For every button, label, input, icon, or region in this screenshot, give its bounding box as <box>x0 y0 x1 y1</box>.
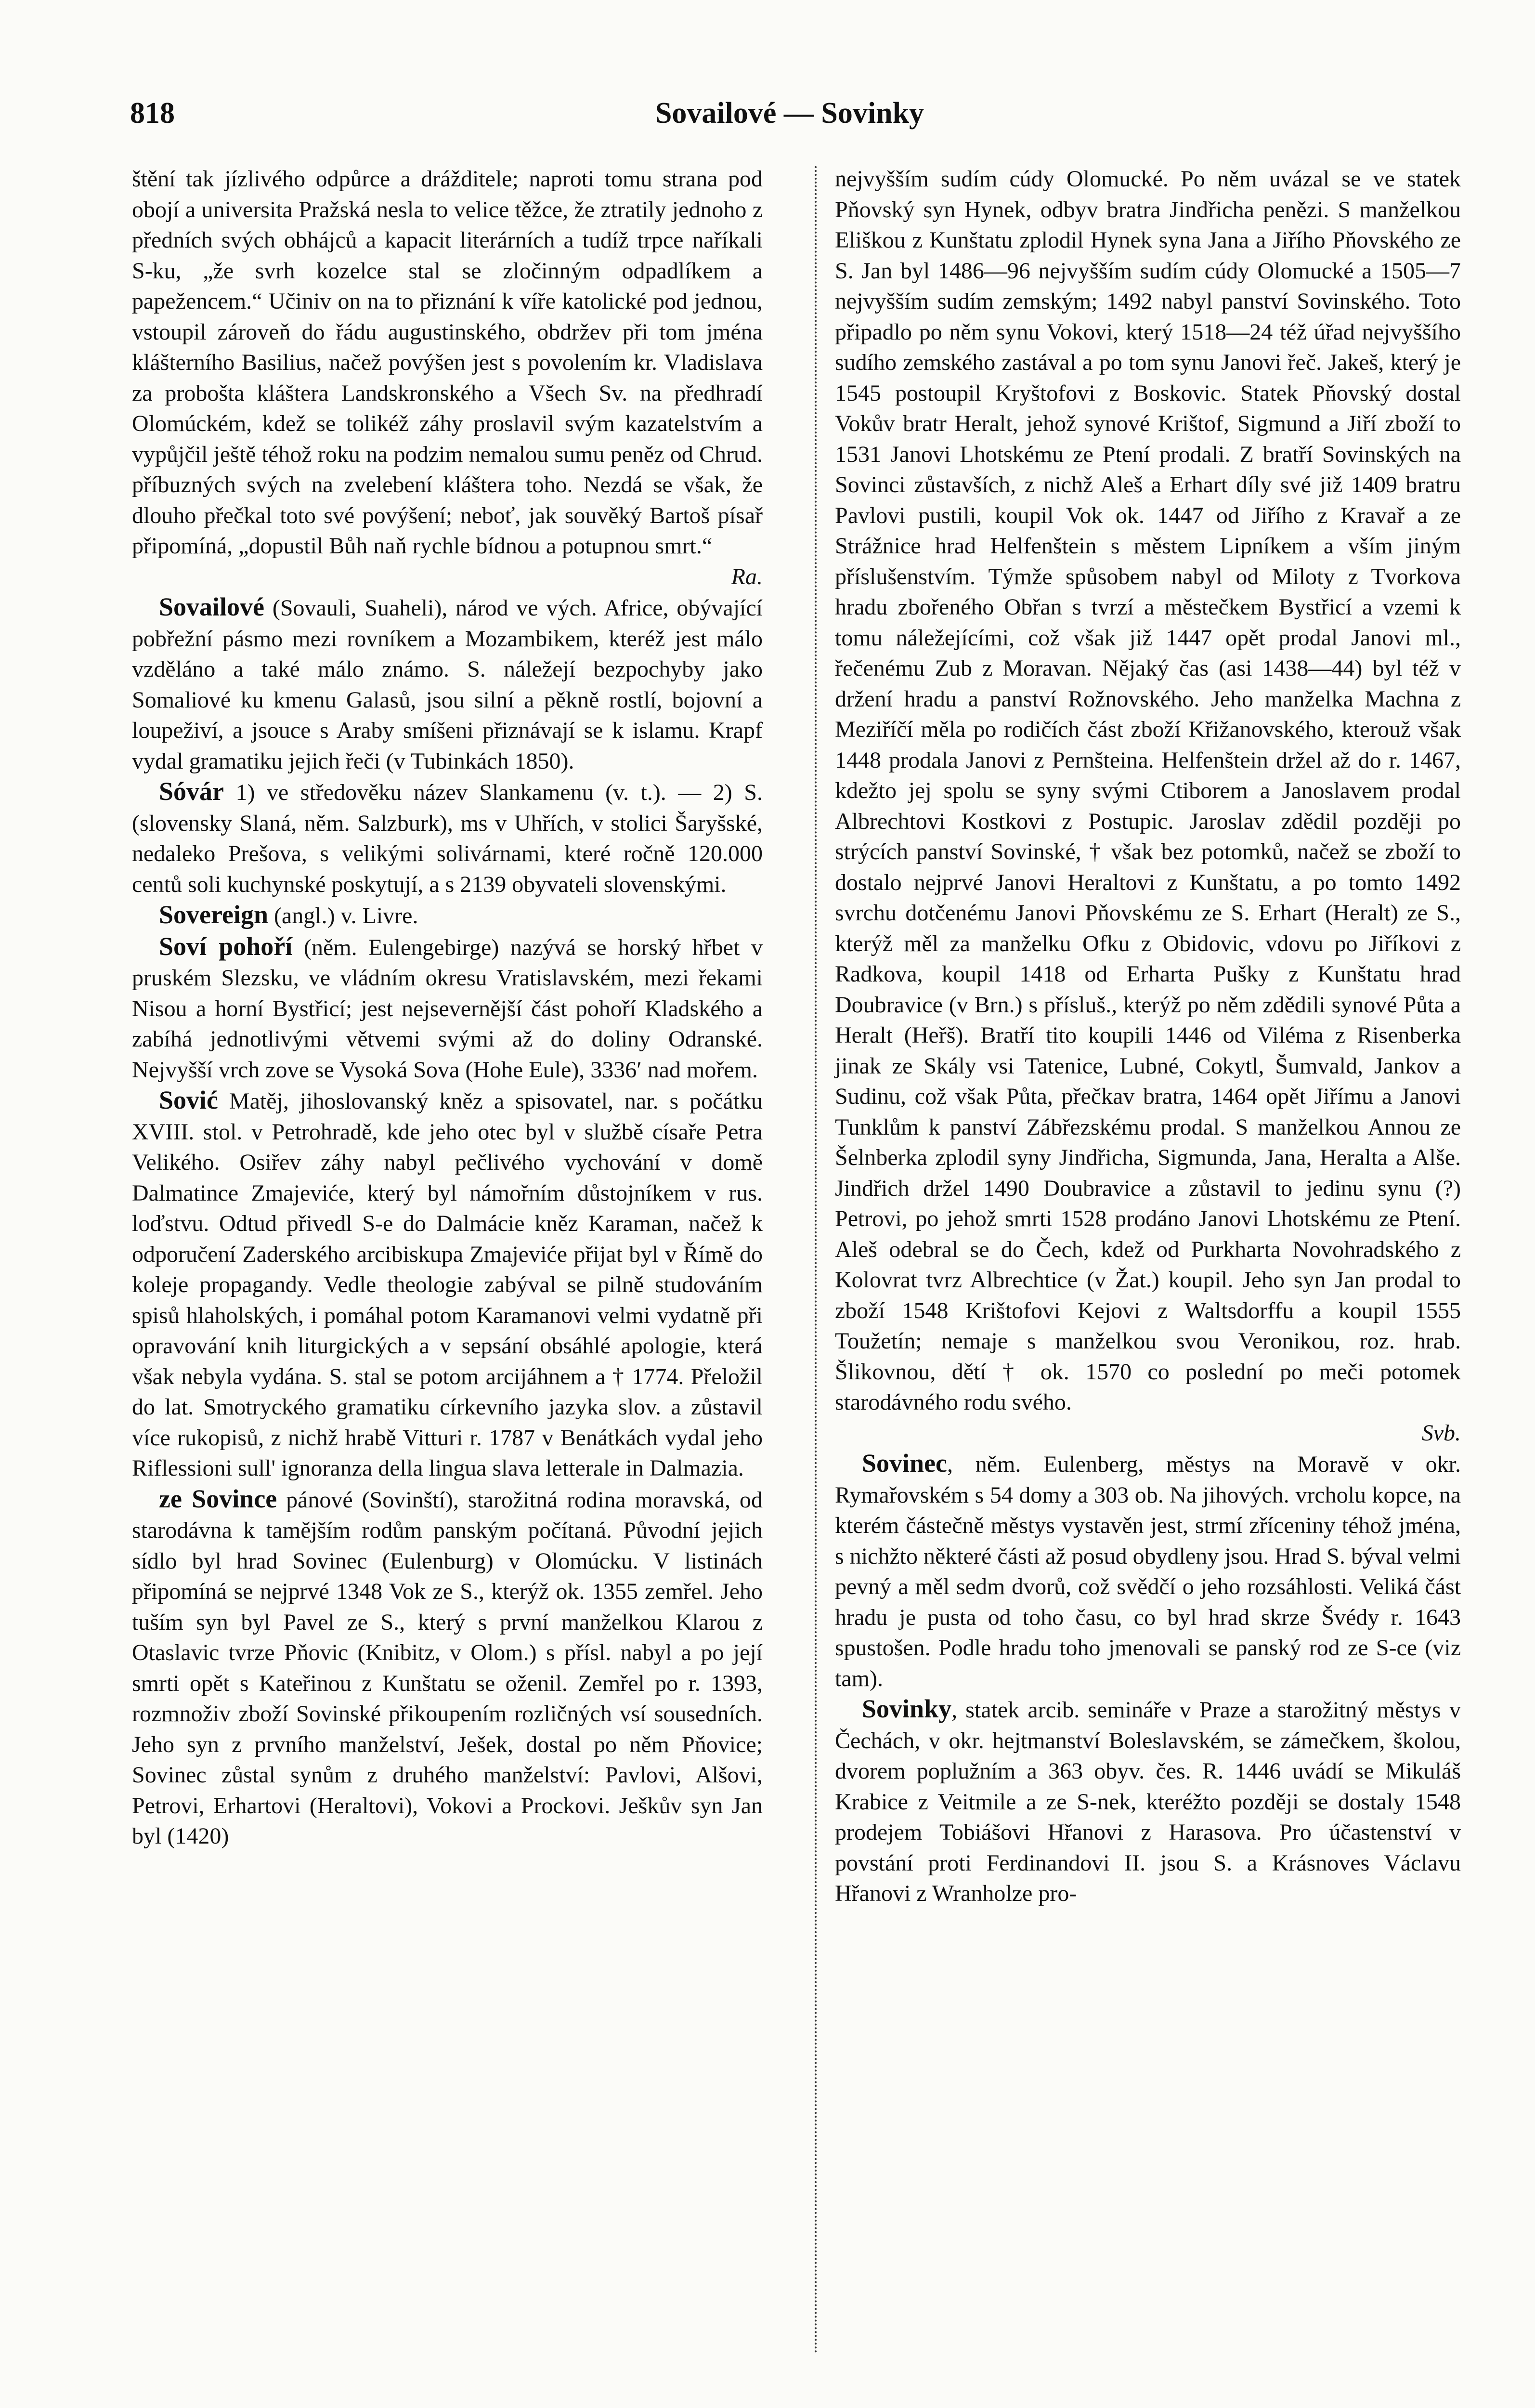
entry-text: Matěj, jihoslovanský kněz a spisovatel, nar. s počátku XVIII. stol. v Petrohradě, kde jeho otec byl v službě císaře Petra Velikého. Osiřev záhy nabyl pečlivého vychování v domě Dalmatince Zmajeviće, který byl námořním důstojníkem v rus. loďstvu. Odtud přivedl S-e do Dalmácie kněz Karaman, načež k odporučení Zaderského arcibiskupa Zmajeviće přijat byl v Římě do koleje propagandy. Vedle theologie zabýval se pilně studováním spisů hlaholských, i pomáhal potom Karamanovi velmi vydatně při opravování knih liturgických a v sepsání obsáhlé apologie, která však nebyla vydána. S. stal se potom arcijáhnem a † 1774. Přeložil do lat. Smotryckého gramatiku církevního jazyka slov. a zůstavil více rukopisů, z nichž hrabě Vitturi r. 1787 v Benátkách vydal jeho Riflessioni sull' ignoranza della lingua slava letterale in Dalmazia. <box>132 1088 763 1481</box>
column-divider <box>815 166 817 2355</box>
entry-text: (Sovauli, Suaheli), národ ve vých. Africe, obývající pobřežní pásmo mezi rovníkem a Mozambikem, kteréž jest málo vzděláno a také málo známo. S. náležejí bezpochyby jako Somaliové ku kmenu Galasů, jsou silní a pěkně rostlí, bojovní a loupeživí, a jsouce s Araby smíšeni přiznávají se k islamu. Krapf vydal gramatiku jejich řeči (v Tubinkách 1850). <box>132 595 763 774</box>
continuation-body: štění tak jízlivého odpůrce a drážditele; naproti tomu strana pod obojí a universita Pražská nesla to velice těžce, že ztratily jednoho z předních svých obhájců a kapacit literárních a tudíž trpce naříkali S-ku, „že svrh kozelce stal se zločinným odpadlíkem a papežencem.“ Učiniv on na to přiznání k víře katolické pod jednou, vstoupil zároveň do řádu augustinského, obdržev při tom jména klášterního Basilius, načež povýšen jest s povolením kr. Vladislava za proboštа kláštera Landskronského a Všech Sv. na předhradí Olomúckém, kdež se tolikéž záhy proslavil svým kazatelstvím a vypůjčil ještě téhož roku na podzim nemalou sumu peněz od Chrud. příbuzných svých na zvelebení kláštera toho. Nezdá se však, že dlouho přečkal toto své povýšení; neboť, jak souvěký Bartoš písař připomíná, „dopustil Bůh naň rychle bídnou a potupnou smrt.“ <box>132 166 763 559</box>
entry-sovar <box>132 776 763 900</box>
entry-sovereign <box>132 900 763 931</box>
entry-headword: Soví pohoří <box>159 931 293 961</box>
entry-headword: Sovinky <box>862 1694 952 1723</box>
author-signature: Svb. <box>1421 1420 1461 1446</box>
entry-headword: Sovereign <box>159 900 268 929</box>
entry-sovinec <box>835 1448 1461 1694</box>
entry-text: , statek arcib. semináře v Praze a starožitný městys v Čechách, v okr. hejtmanství Boleslavském, se zámečkem, školou, dvorem poplužním a 363 obyv. čes. R. 1446 uvádí se Mikuláš Krabice z Veitmile a ze S-nek, kteréžto později se dostaly 1548 prodejem Tobiášovi Hřanovi z Harasova. Pro účastenství v povstání proti Ferdinandovi II. jsou S. a Krásnoves Václavu Hřanovi z Wranholze pro- <box>835 1697 1461 1906</box>
right-column <box>835 164 1461 1909</box>
continuation-text <box>132 164 763 592</box>
entry-headword: Sović <box>159 1086 219 1114</box>
entry-text: (angl.) v. Livre. <box>268 903 418 929</box>
author-signature: Ra. <box>731 563 763 589</box>
continuation-text <box>835 164 1461 1448</box>
entry-sovi-pohori <box>132 931 763 1086</box>
entry-text: pánové (Sovinští), starožitná rodina moravská, od starodávna k tamějším rodům panským počítaná. Původní jejich sídlo byl hrad Sovinec (Eulenburg) v Olomúcku. V listinách připomíná se nejprvé 1348 Vok ze S., kterýž ok. 1355 zemřel. Jeho tuším syn byl Pavel ze S., který s první manželkou Klarou z Otaslavic tvrze Pňovic (Knibitz, v Olom.) s přísl. nabyl a po její smrti opět s Kateřinou z Kunštatu se oženil. Zemřel po r. 1393, rozmnoživ zboží Sovinské přikoupením rozličných vsí sousedních. Jeho syn z prvního manželství, Ješek, dostal po něm Pňovice; Sovinec zůstal synům z druhého manželství: Pavlovi, Alšovi, Petrovi, Erhartovi (Heraltovi), Vokovi a Prockovi. Ješkův syn Jan byl (1420) <box>132 1487 763 1849</box>
entry-text: , něm. Eulenberg, městys na Moravě v okr. Rymařovském s 54 domy a 303 ob. Na jihových. vrcholu kopce, na kterém částečně městys vystavěn jest, strmí zříceniny téhož jména, s nichžto některé části až posud obydleny jsou. Hrad S. býval velmi pevný a měl sedm dvorů, což svědčí o jeho rozsáhlosti. Veliká část hradu je pusta od toho času, co byl hrad skrze Švédy r. 1643 spustošen. Podle hradu toho jmenovali se panský rod ze S-ce (viz tam). <box>835 1452 1461 1691</box>
entry-text: (něm. Eulengebirge) nazývá se horský hřbet v pruském Slezsku, ve vládním okresu Vratislavském, mezi řekami Nisou a horní Bystřicí; jest nejseverněјší část pohoří Kladského a zabíhá jednotlivými větvemi svými až do doliny Odranské. Nejvyšší vrch zove se Vysoká Sova (Hohe Eule), 3336′ nad mořem. <box>132 934 763 1083</box>
page-header <box>130 96 1449 140</box>
entry-headword: Sovinec <box>862 1449 948 1478</box>
entry-sovinky <box>835 1694 1461 1909</box>
entry-ze-sovince <box>132 1484 763 1852</box>
entry-headword: Sóvár <box>159 777 224 806</box>
entry-sovic <box>132 1085 763 1484</box>
left-column <box>132 164 763 1852</box>
page-number: 818 <box>130 97 175 130</box>
entry-text: 1) ve středověku název Slankamenu (v. t.). — 2) S. (slovensky Slaná, něm. Salzburk), ms v Uhřích, v stolici Šaryšské, nedaleko Prešova, s velikými solivárnami, které ročně 120.000 centů soli kuchynské poskytují, a s 2139 obyvateli slovenskými. <box>132 780 763 897</box>
running-title: Sovailové — Sovinky <box>655 97 924 130</box>
continuation-body: nejvyšším sudím cúdy Olomucké. Po něm uvázal se ve statek Pňovský syn Hynek, odbyv bratra Jindřicha penězi. S manželkou Eliškou z Kunštatu zplodil Hynek syna Jana a Jiřího Pňovského ze S. Jan byl 1486—96 nejvyšším sudím cúdy Olomucké a 1505—7 nejvyšším sudím zemským; 1492 nabyl panství Sovinského. Toto připadlo po něm synu Vokovi, který 1518—24 též úřad nejvyššího sudího zemského zastával a po tom synu Janovi řeč. Jakeš, který je 1545 postoupil Kryštofovi z Boskovic. Statek Pňovský dostal Vokův bratr Heralt, jehož synové Krištof, Sigmund a Jiří zboží to 1531 Janovi Lhotskému ze Ptení prodali. Z bratří Sovinských na Sovinci zůstavších, z nichž Aleš a Erhart díly své již 1409 bratru Pavlovi pustili, koupil Vok ok. 1447 od Jiřího z Kravař a ze Strážnice hrad Helfenštein s městem Lipníkem a vším jiným příslušenstvím. Týmže spůsobem nabyl od Miloty z Tvorkova hradu zbořeného Obřan s tvrzí a městečkem Bystřicí a vzemi k tomu náležejícími, což však již 1447 opět prodal Janovi ml., řečenému Zub z Moravan. Nějaký čas (asi 1438—44) byl též v držení hradu a panství Rožnovského. Jeho manželka Machna z Meziříčí měla po rodičích část zboží Křižanovského, kterouž však 1448 prodala Janovi z Pernšteina. Helfenštein držel až do r. 1467, kdežto jej spolu se syny svými Ctiborem a Janoslavem prodal Albrechtovi Kostkovi z Postupic. Jaroslav zdědil později po strýcích panství Sovinské, † však bez potomků, načež se zboží to dostalo nejprvé Janovi Heraltovi z Kunštatu, a po tomto 1492 svrchu dotčenému Janovi Pňovskému ze S. Erhart (Heralt) ze S., kterýž měl za manželku Ofku z Obidovic, vdovu po Jiříkovi z Radkova, koupil 1418 od Erharta Pušky z Kunštatu hrad Doubravice (v Brn.) s přísluš., kterýž po něm zdědili synové Půta a Heralt (Heřš). Bratří tito koupili 1446 od Viléma z Risenberka jinak ze Skály vsi Tatenice, Lubné, Cokytl, Šumvald, Jankov a Sudinu, což však Půta, přečkav bratra, 1464 opět Jiřímu a Janovi Tunklům k panství Zábřezskému prodal. S manželkou Annou ze Šelnberka zplodil syny Jindřicha, Sigmunda, Jana, Heralta a Alše. Jindřich držel 1490 Doubravice a zůstavil to jedinu synu (?) Petrovi, po jehož smrti 1528 prodáno Janovi Lhotskému ze Ptení. Aleš odebral se do Čech, kdež od Purkharta Novohradského z Kolovrat tvrz Albrechtice (v Žat.) koupil. Jeho syn Jan prodal to zboží 1548 Krištofovi Kejovi z Waltsdorffu a koupil 1555 Toužetín; nemaje s manželkou svou Veronikou, roz. hrab. Šlikovnou, dětí † ok. 1570 co poslední po meči potomek starodávného rodu svého. <box>835 166 1461 1415</box>
entry-headword: Sovailové <box>159 592 265 621</box>
entry-sovailove <box>132 592 763 776</box>
entry-headword: ze Sovince <box>159 1484 277 1513</box>
